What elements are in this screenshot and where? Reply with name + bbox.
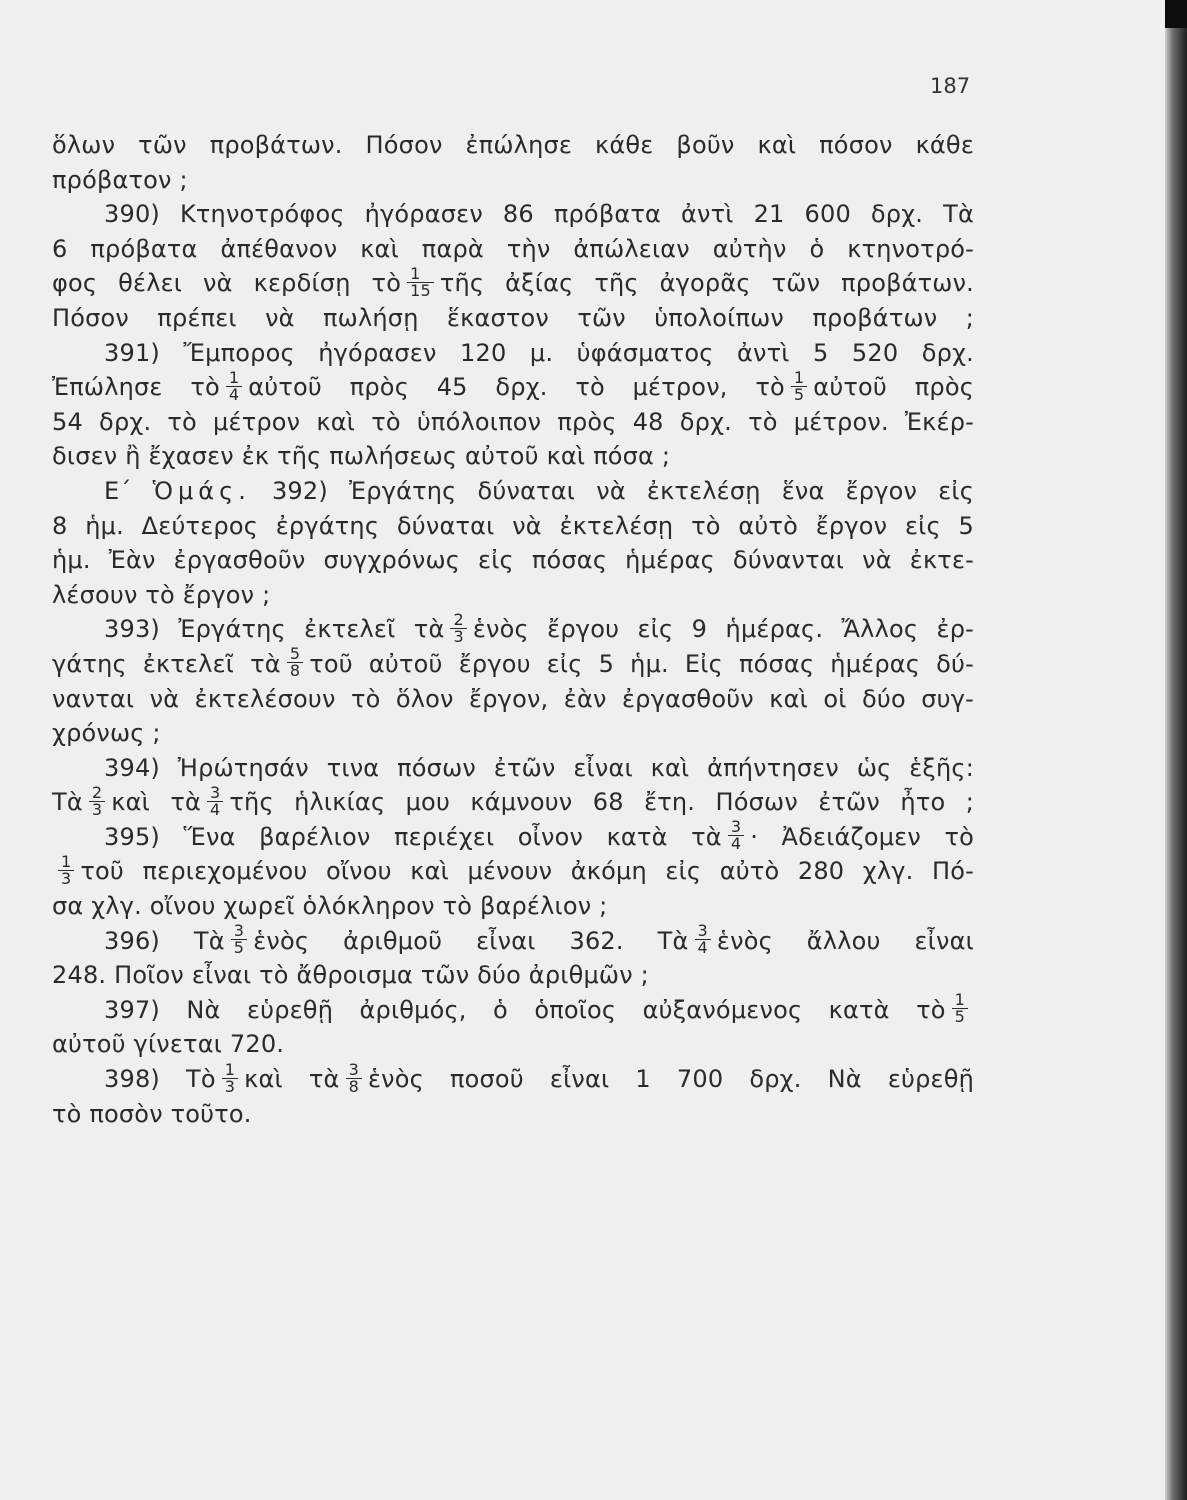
fraction-denominator: 8 [287,662,303,679]
fraction [346,1059,362,1096]
fraction [89,782,105,819]
fraction-numerator: 2 [91,782,103,802]
fraction-numerator: 3 [210,782,221,802]
text-span: γάτης ἐκτελεῖ τὰ [52,649,281,678]
text-span: ἑνὸς ἀριθμοῦ εἶναι 362. Τὰ [253,926,689,955]
text-span: 398) Τὸ [104,1065,216,1094]
fraction [287,646,303,679]
fraction [728,819,744,852]
page-edge-shadow [1165,0,1187,1500]
page-edge-corner [1165,0,1187,28]
text-span: ἑνὸς ἔργου εἰς 9 ἡμέρας. Ἄλλος ἐρ- [472,615,974,644]
problem-396-line [52,921,974,959]
problem-398-line: τὸ ποσὸν τοῦτο. [52,1099,252,1128]
fraction-numerator: 1 [410,263,421,283]
problem-391-line: δισεν ἢ ἔχασεν ἐκ τῆς πωλήσεως αὐτοῦ καὶ πόσα ; [52,442,671,471]
fraction-numerator: 1 [954,990,965,1010]
text-span: φος θέλει νὰ κερδίσῃ τὸ [52,269,402,298]
text-span: τοῦ περιεχομένου οἴνου καὶ μένουν ἀκόμη εἰς αὐτὸ 280 χλγ. Πό- [80,857,974,886]
problem-390-line: Πόσον πρέπει νὰ πωλήσῃ ἕκαστον τῶν ὑπολοίπων προβάτων ; [52,303,974,332]
problem-395-line [52,851,974,889]
fraction-denominator: 4 [207,801,223,818]
fraction [407,263,434,300]
text-span: καὶ τὰ [244,1065,340,1094]
fraction [450,609,466,646]
problem-397-line: αὐτοῦ γίνεται 720. [52,1030,285,1059]
fraction-denominator: 5 [952,1008,968,1025]
fraction-denominator: 3 [222,1078,238,1095]
problem-394-line [52,751,974,786]
problem-397-line [52,990,974,1028]
text-span: τοῦ αὐτοῦ ἔργου εἰς 5 ἡμ. Εἰς πόσας ἡμέρας δύ- [309,649,974,678]
text-span: καὶ τὰ [111,788,202,817]
problem-393-line [52,644,974,682]
text-span: 393) Ἐργάτης ἐκτελεῖ τὰ [104,615,445,644]
problem-395-line [52,817,974,855]
fraction-numerator: 2 [453,609,464,629]
fraction-numerator: 5 [289,644,301,664]
section-label: Ε΄ [104,476,132,505]
problem-396-line: 248. Ποῖον εἶναι τὸ ἄθροισμα τῶν δύο ἀριθμῶν ; [52,961,649,990]
problem-393-line: χρόνως ; [52,719,161,748]
fraction [231,923,247,956]
fraction [695,923,711,956]
text-span: ἑνὸς ἄλλου εἶναι [716,926,974,955]
text-span: Τὰ [52,788,83,817]
fraction [791,367,807,404]
section-heading: Ὁμάς. [152,476,251,505]
fraction [222,1059,238,1096]
text-span: τῆς ἡλικίας μου κάμνουν 68 ἔτη. Πόσων ἐτῶν ἦτο ; [229,788,975,817]
fraction-denominator: 8 [346,1078,362,1095]
problem-391-line [52,367,975,405]
fraction [952,992,968,1025]
text-span: τῆς ἀξίας τῆς ἀγορᾶς τῶν προβάτων. [439,269,975,298]
text-span: 394) Ἠρώτησάν τινα πόσων ἐτῶν εἶναι καὶ ἀπήντησεν ὡς ἑξῆς: [104,753,974,782]
problem-391-line [52,336,974,371]
fraction-denominator: 5 [791,386,807,403]
fraction-denominator: 3 [58,870,74,887]
fraction [226,367,242,404]
problem-395-line: σα χλγ. οἴνου χωρεῖ ὁλόκληρον τὸ βαρέλιον ; [52,892,608,921]
fraction-numerator: 3 [348,1059,359,1079]
problem-394-line [52,782,975,820]
page-number: 187 [930,74,971,98]
problem-392-line: λέσουν τὸ ἔργον ; [52,580,271,609]
problem-390-line [52,263,975,301]
text-span: ἑνὸς ποσοῦ εἶναι 1 700 δρχ. Νὰ εὑρεθῇ [367,1065,975,1094]
fraction-denominator: 15 [407,282,434,299]
problem-392-line: 8 ἡμ. Δεύτερος ἐργάτης δύναται νὰ ἐκτελέσῃ τὸ αὐτὸ ἔργον εἰς 5 [52,511,974,540]
text-span: Ἐπώλησε τὸ [52,373,220,402]
problem-398-line [52,1059,975,1097]
fraction-numerator: 1 [793,367,805,387]
fraction [58,851,74,888]
text-span: 392) Ἐργάτης δύναται νὰ ἐκτελέσῃ ἕνα ἔργον εἰς [271,476,974,505]
problem-390-line [52,197,974,232]
problem-393-line [52,609,974,647]
fraction-denominator: 4 [728,835,744,852]
fraction-denominator: 5 [231,939,247,956]
text-span: 397) Νὰ εὑρεθῇ ἀριθμός, ὁ ὁποῖος αὐξανόμενος κατὰ τὸ [104,995,946,1024]
text-span: · Ἀδειάζομεν τὸ [750,822,974,851]
fraction-denominator: 3 [450,628,466,645]
fraction-numerator: 3 [697,921,708,941]
problem-391-line: 54 δρχ. τὸ μέτρον καὶ τὸ ὑπόλοιπον πρὸς 48 δρχ. τὸ μέτρον. Ἐκέρ- [52,407,974,436]
fraction [207,782,223,819]
fraction-denominator: 4 [695,939,711,956]
text-span: 396) Τὰ [104,926,225,955]
fraction-numerator: 1 [224,1059,236,1079]
fraction-denominator: 3 [89,801,105,818]
problem-392-line [52,474,974,509]
text-span: 390) Κτηνοτρόφος ἠγόρασεν 86 πρόβατα ἀντὶ 21 600 δρχ. Τὰ [104,200,974,229]
fraction-numerator: 1 [228,367,240,387]
text-span: αὐτοῦ πρὸς [813,373,975,402]
fraction-numerator: 3 [233,921,245,941]
problem-390-line: 6 πρόβατα ἀπέθανον καὶ παρὰ τὴν ἀπώλειαν αὐτὴν ὁ κτηνοτρό- [52,234,974,263]
text-span: 395) Ἕνα βαρέλιον περιέχει οἶνον κατὰ τὰ [104,822,722,851]
text-span: αὐτοῦ πρὸς 45 δρχ. τὸ μέτρον, τὸ [248,373,785,402]
text-span: 391) Ἔμπορος ἠγόρασεν 120 μ. ὑφάσματος ἀντὶ 5 520 δρχ. [104,338,974,367]
fraction-numerator: 3 [730,817,742,837]
fraction-numerator: 1 [61,851,72,871]
problem-392-line: ἡμ. Ἐὰν ἐργασθοῦν συγχρόνως εἰς πόσας ἡμέρας δύνανται νὰ ἐκτε- [52,546,974,575]
fraction-denominator: 4 [226,386,242,403]
problem-393-line: νανται νὰ ἐκτελέσουν τὸ ὅλον ἔργον, ἐὰν ἐργασθοῦν καὶ οἱ δύο συγ- [52,684,974,713]
text-line: πρόβατον ; [52,165,188,194]
text-line: ὅλων τῶν προβάτων. Πόσον ἐπώλησε κάθε βοῦν καὶ πόσον κάθε [52,131,974,159]
page-body [52,128,974,1131]
